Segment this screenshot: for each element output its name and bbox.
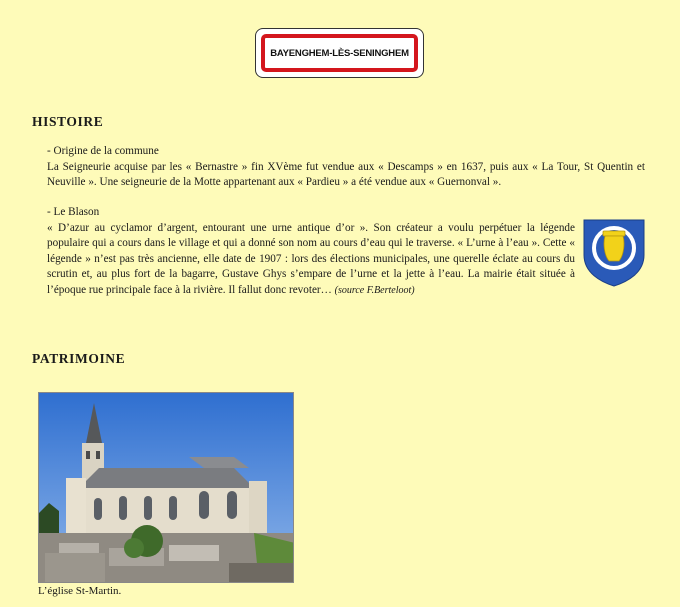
blason-source: (source F.Berteloot) <box>334 284 415 296</box>
patrimoine-heading: PATRIMOINE <box>32 351 126 366</box>
origine-section <box>47 144 645 191</box>
town-sign-name: BAYENGHEM-LÈS-SENINGHEM <box>261 34 418 72</box>
blason-text: « D’azur au cyclamor d’argent, entourant une urne antique d’or ». Son créateur a voulu perpétuer la légende populaire qui a cours dans le village et qui a donné son nom au cours d’eau qui le traverse. « L’urne à l’eau ». Cette « légende » n’est pas très ancienne, elle date de 1907 : lors des élections municipales, une querelle éclate au cours du scrutin et, au plus fort de la bagarre, Gustave Ghys s’empare de l’urne et la jette à l’eau. La mairie était située à l’époque rue principale face à la rivière. Il fallut donc revoter… <box>47 221 575 296</box>
blason-section <box>47 205 575 298</box>
church-photo <box>38 392 294 583</box>
blason-paragraph <box>47 221 575 299</box>
urn-icon <box>603 231 625 261</box>
histoire-heading: HISTOIRE <box>32 114 104 129</box>
photo-caption: L’église St-Martin. <box>38 585 122 597</box>
town-sign <box>255 28 424 78</box>
blason-heading: - Le Blason <box>47 206 100 218</box>
church-image <box>39 393 294 583</box>
coat-of-arms-icon <box>583 219 645 287</box>
origine-heading: - Origine de la commune <box>47 145 159 157</box>
origine-text: La Seigneurie acquise par les « Bernastre » fin XVème fut vendue aux « Descamps » en 1637, puis aux « La Tour, St Quentin et Neuville ». Une seigneurie de la Motte appartenant aux « Pardieu » a été vendue aux « Guernonval ». <box>47 160 645 188</box>
